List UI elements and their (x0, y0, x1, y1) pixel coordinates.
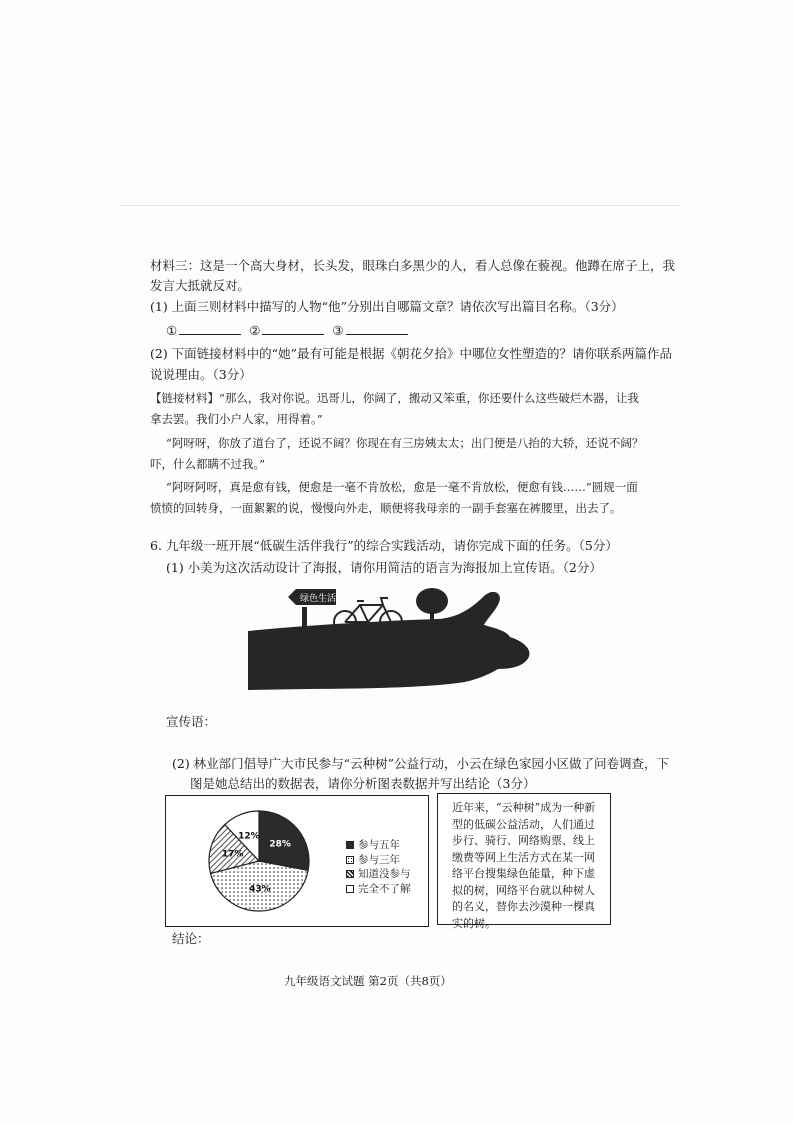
link-material-line5: “阿呀阿呀，真是愈有钱，便愈是一毫不肯放松，愈是一毫不肯放松，便愈有钱……”圆规一面 (166, 480, 638, 494)
legend-item (346, 838, 411, 853)
question-6-sub2-line2: 图是她总结出的数据表，请你分析图表数据并写出结论（3分） (190, 776, 536, 791)
legend-swatch (346, 856, 354, 864)
question-6-sub2-line1: (2) 林业部门倡导广大市民参与“云种树”公益行动，小云在绿色家园小区做了问卷调查，下 (172, 756, 669, 771)
legend-label: 参与五年 (358, 839, 400, 851)
legend-swatch (346, 870, 354, 878)
legend-swatch (346, 841, 354, 849)
question-6-title: 6. 九年级一班开展“低碳生活伴我行”的综合实践活动，请你完成下面的任务。（5分） (150, 538, 618, 553)
arm-silhouette (248, 592, 529, 690)
info-text: 近年来，“云种树”成为一种新型的低碳公益活动，人们通过步行、骑行、网络购票、线上缴费等网上生活方式在某一网络平台搜集绿色能量，种下虚拟的树，网络平台就以种树人的名义，替你去沙漠种一棵真实的树。 (452, 801, 596, 930)
answer-blank-3[interactable] (346, 322, 408, 335)
pie-chart-box (165, 795, 429, 927)
pie-slice-label: 17% (221, 849, 244, 860)
question-6-sub1: (1) 小美为这次活动设计了海报，请你用简洁的语言为海报加上宣传语。（2分） (166, 560, 602, 575)
link-material-line3: “阿呀呀，你放了道台了，还说不阔？你现在有三房姨太太；出门便是八抬的大轿，还说不阔？ (166, 436, 644, 450)
conclusion-label: 结论： (172, 931, 210, 946)
chart-legend (346, 838, 411, 896)
legend-item (346, 882, 411, 897)
answer-blanks (166, 322, 412, 340)
blank-marker-3: ③ (332, 323, 344, 338)
pie-slice-label: 28% (269, 839, 291, 850)
link-material-line2: 拿去罢。我们小户人家，用得着。” (150, 412, 323, 426)
info-text-box (437, 793, 611, 930)
legend-label: 参与三年 (358, 853, 400, 866)
question-2-line2: 说说理由。（3分） (150, 367, 252, 382)
material3-line1: 材料三：这是一个高大身材，长头发，眼珠白多黑少的人，看人总像在藐视。他蹲在席子上，我 (150, 258, 676, 273)
legend-item (346, 853, 411, 868)
link-material-line6: 愤愤的回转身，一面絮絮的说，慢慢向外走，顺便将我母亲的一副手套塞在裤腰里，出去了。 (150, 501, 622, 515)
blank-marker-1: ① (166, 323, 178, 338)
answer-blank-2[interactable] (262, 322, 324, 335)
link-material-line1: 【链接材料】“那么，我对你说。迅哥儿，你阔了，搬动又笨重，你还要什么这些破烂木器，让我 (150, 391, 639, 405)
pie-slice-label: 12% (238, 831, 260, 842)
page-fold-line (120, 205, 680, 206)
legend-swatch (346, 885, 354, 893)
question-1: (1) 上面三则材料中描写的人物“他”分别出自哪篇文章？请依次写出篇目名称。（3分） (150, 299, 624, 314)
answer-blank-1[interactable] (179, 322, 241, 335)
poster-illustration (248, 585, 538, 695)
sign-post (302, 607, 307, 633)
poster-sign-text: 绿色生活 (300, 594, 337, 604)
link-material-line4: 吓，什么都瞒不过我。” (150, 457, 266, 471)
page-footer: 九年级语文试题 第2页（共8页） (284, 974, 452, 988)
blank-marker-2: ② (249, 323, 261, 338)
question-2-line1: (2) 下面链接材料中的“她”最有可能是根据《朝花夕拾》中哪位女性塑造的？请你联系两篇作品 (150, 346, 672, 361)
pie-chart (204, 806, 314, 916)
slogan-label: 宣传语： (166, 714, 217, 729)
legend-item (346, 867, 411, 882)
legend-label: 完全不了解 (358, 882, 411, 895)
pie-slice-label: 43% (249, 884, 271, 895)
legend-label: 知道没参与 (358, 868, 411, 880)
material3-line2: 发言大抵就反对。 (150, 278, 251, 293)
